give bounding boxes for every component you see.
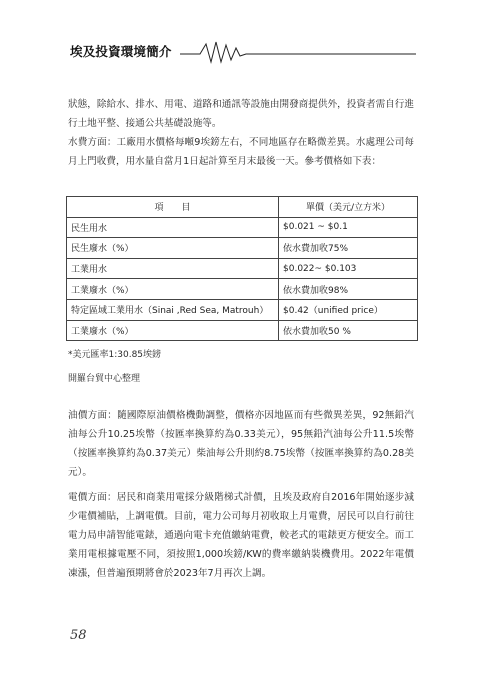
- paragraph-water-fee: 水費方面：工廠用水價格每噸9埃鎊左右，不同地區存在略微差異。水處理公司每月上門收費，用水量自當月1日起計算至月末最後一天。參考價格如下表：: [68, 137, 414, 167]
- table-header-row: [67, 197, 418, 218]
- source-note: 開羅台貿中心整理: [68, 374, 141, 384]
- table-cell-item: 特定區域工業用水（Sinai ,Red Sea, Matrouh）: [67, 299, 279, 320]
- table-header-price: 單價（美元/立方米）: [279, 197, 418, 218]
- paragraph-oil-price: 油價方面：隨國際原油價格機動調整，價格亦因地區而有些微異差異，92無鉛汽油每公升10.25埃幣（按匯率換算約為0.33美元），95無鉛汽油每公升11.5埃幣（按匯率換算約為0.37美元）柴油每公升則約8.75埃幣（按匯率換算約為0.28美元）。: [68, 410, 414, 478]
- table-row: [67, 320, 418, 341]
- page-number: 58: [70, 628, 87, 643]
- table-row: [67, 258, 418, 279]
- table-row: [67, 279, 418, 300]
- water-price-table: [66, 196, 418, 341]
- table-row: [67, 238, 418, 259]
- table-cell-price: 依水費加收50 %: [279, 320, 418, 341]
- table-cell-item: 工業廢水（%）: [67, 279, 279, 300]
- table-row: [67, 299, 418, 320]
- paragraph-infrastructure: 狀態，除給水、排水、用電、道路和通訊等設施由開發商提供外，投資者需自行進行土地平整、接通公共基礎設施等。: [68, 99, 414, 129]
- paragraph-electricity-price: 電價方面：居民和商業用電採分級階梯式計價，且埃及政府自2016年開始逐步減少電價補貼，上調電價。目前，電力公司每月初收取上月電費，居民可以自行前往電力局申請智能電錶，通過向電卡充值繳納電費，較老式的電錶更方便安全。而工業用電根據電壓不同，須按照1,000埃鎊/KW的費率繳納裝機費用。2022年電價凍漲，但普遍預期將會於2023年7月再次上調。: [68, 492, 414, 579]
- table-cell-item: 民生用水: [67, 217, 279, 238]
- table-cell-item: 工業用水: [67, 258, 279, 279]
- header-title: 埃及投資環境簡介: [70, 44, 172, 59]
- table-cell-item: 民生廢水（%）: [67, 238, 279, 259]
- header-wave-divider: [180, 38, 416, 66]
- table-row: [67, 217, 418, 238]
- table-cell-price: 依水費加收75%: [279, 238, 418, 259]
- table-cell-price: $0.022~ $0.103: [279, 258, 418, 279]
- table-cell-item: 工業廢水（%）: [67, 320, 279, 341]
- table-cell-price: $0.42（unified price）: [279, 299, 418, 320]
- exchange-rate-note: *美元匯率1:30.85埃鎊: [68, 350, 162, 360]
- table-header-item: 項 目: [67, 197, 279, 218]
- table-cell-price: $0.021 ~ $0.1: [279, 217, 418, 238]
- table-cell-price: 依水費加收98%: [279, 279, 418, 300]
- page-header: [70, 30, 416, 70]
